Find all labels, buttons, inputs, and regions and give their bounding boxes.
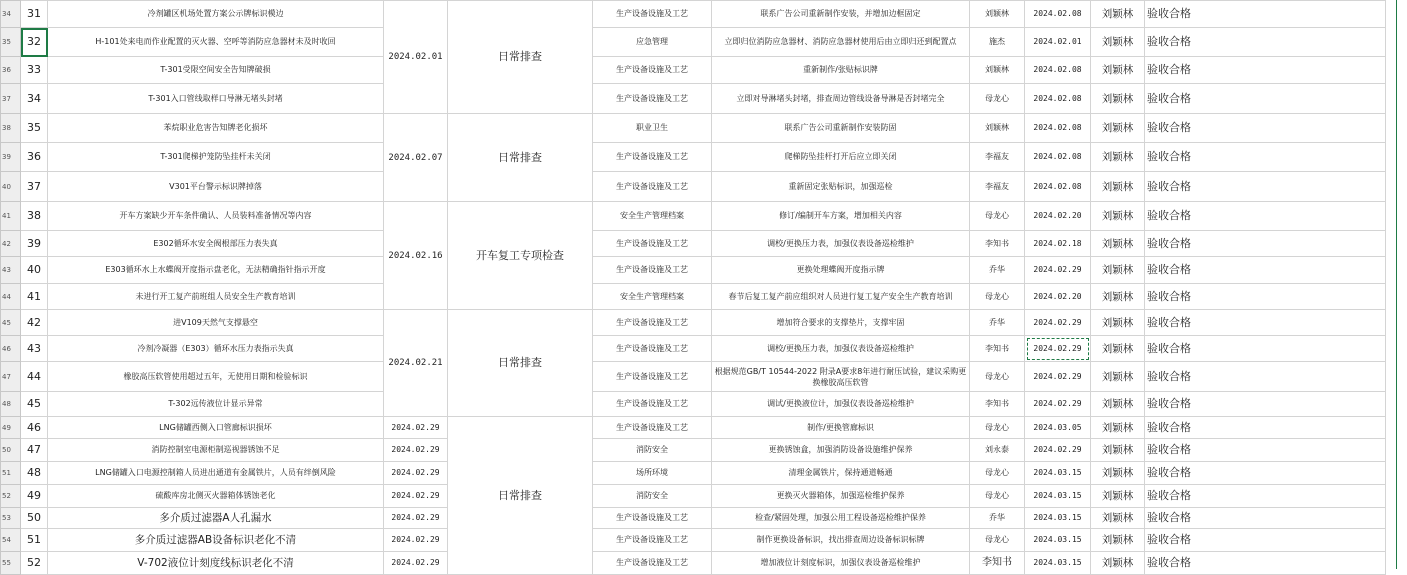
- cell-category[interactable]: 生产设备设施及工艺: [593, 231, 712, 257]
- cell-no[interactable]: 44: [21, 362, 48, 392]
- cell-completion-date[interactable]: 2024.02.20: [1025, 284, 1091, 310]
- cell-acceptance-result[interactable]: 验收合格: [1145, 508, 1386, 529]
- cell-responsible-person[interactable]: 母龙心: [970, 529, 1025, 552]
- cell-category[interactable]: 应急管理: [593, 28, 712, 57]
- cell-acceptor[interactable]: 刘颖林: [1091, 1, 1145, 28]
- cell-completion-date[interactable]: 2024.03.15: [1025, 462, 1091, 485]
- cell-no[interactable]: 33: [21, 57, 48, 84]
- cell-acceptor[interactable]: 刘颖林: [1091, 508, 1145, 529]
- cell-acceptor[interactable]: 刘颖林: [1091, 485, 1145, 508]
- cell-completion-date[interactable]: 2024.03.15: [1025, 529, 1091, 552]
- cell-category[interactable]: 生产设备设施及工艺: [593, 1, 712, 28]
- cell-completion-date[interactable]: 2024.02.29: [1025, 336, 1091, 362]
- table-row: [1, 439, 1386, 462]
- cell-responsible-person[interactable]: 刘永泰: [970, 439, 1025, 462]
- cell-no[interactable]: 48: [21, 462, 48, 485]
- cell-completion-date[interactable]: 2024.02.20: [1025, 202, 1091, 231]
- cell-acceptance-result[interactable]: 验收合格: [1145, 84, 1386, 114]
- row-header[interactable]: 51: [1, 462, 21, 485]
- cell-check-date[interactable]: 2024.02.29: [384, 462, 448, 485]
- cell-acceptor[interactable]: 刘颖林: [1091, 362, 1145, 392]
- cell-acceptance-result[interactable]: 验收合格: [1145, 28, 1386, 57]
- cell-responsible-person[interactable]: 刘颖林: [970, 1, 1025, 28]
- cell-hazard-description[interactable]: V-702液位计刻度线标识老化不清: [48, 552, 384, 575]
- row-header[interactable]: 45: [1, 310, 21, 336]
- cell-completion-date[interactable]: 2024.02.29: [1025, 392, 1091, 417]
- cell-acceptor[interactable]: 刘颖林: [1091, 202, 1145, 231]
- cell-category[interactable]: 生产设备设施及工艺: [593, 392, 712, 417]
- cell-acceptor[interactable]: 刘颖林: [1091, 392, 1145, 417]
- cell-no[interactable]: 39: [21, 231, 48, 257]
- cell-acceptance-result[interactable]: 验收合格: [1145, 485, 1386, 508]
- cell-no[interactable]: 35: [21, 114, 48, 143]
- row-header[interactable]: 47: [1, 362, 21, 392]
- row-header[interactable]: 44: [1, 284, 21, 310]
- cell-check-type[interactable]: 日常排查: [448, 114, 593, 202]
- cell-acceptance-result[interactable]: 验收合格: [1145, 143, 1386, 172]
- cell-measure[interactable]: 联系广告公司重新制作安装防固: [712, 114, 970, 143]
- cell-completion-date[interactable]: 2024.02.29: [1025, 362, 1091, 392]
- cell-no[interactable]: 46: [21, 417, 48, 439]
- cell-acceptor[interactable]: 刘颖林: [1091, 552, 1145, 575]
- cell-check-date[interactable]: 2024.02.29: [384, 417, 448, 439]
- table-row: [1, 485, 1386, 508]
- cell-responsible-person[interactable]: 母龙心: [970, 284, 1025, 310]
- cell-completion-date[interactable]: 2024.03.15: [1025, 552, 1091, 575]
- cell-responsible-person[interactable]: 母龙心: [970, 362, 1025, 392]
- table-row: [1, 392, 1386, 417]
- cell-hazard-description[interactable]: 未进行开工复产前班组人员安全生产教育培训: [48, 284, 384, 310]
- cell-category[interactable]: 生产设备设施及工艺: [593, 508, 712, 529]
- cell-acceptor[interactable]: 刘颖林: [1091, 284, 1145, 310]
- cell-no[interactable]: 51: [21, 529, 48, 552]
- cell-measure[interactable]: 立即归位消防应急器材、消防应急器材使用后由立即归还到配置点: [712, 28, 970, 57]
- cell-measure[interactable]: 清理金属铁片，保持通道畅通: [712, 462, 970, 485]
- cell-acceptance-result[interactable]: 验收合格: [1145, 417, 1386, 439]
- cell-acceptor[interactable]: 刘颖林: [1091, 28, 1145, 57]
- table-row: [1, 114, 1386, 143]
- cell-responsible-person[interactable]: 母龙心: [970, 84, 1025, 114]
- cell-hazard-description[interactable]: T-301受限空间安全告知牌破损: [48, 57, 384, 84]
- cell-completion-date[interactable]: 2024.02.29: [1025, 439, 1091, 462]
- cell-acceptance-result[interactable]: 验收合格: [1145, 529, 1386, 552]
- cell-acceptance-result[interactable]: 验收合格: [1145, 231, 1386, 257]
- cell-check-type[interactable]: 日常排查: [448, 417, 593, 575]
- cell-acceptor[interactable]: 刘颖林: [1091, 529, 1145, 552]
- table-row: [1, 336, 1386, 362]
- cell-hazard-description[interactable]: T-302远传液位计显示异常: [48, 392, 384, 417]
- cell-responsible-person[interactable]: 李知书: [970, 392, 1025, 417]
- cell-check-type[interactable]: 日常排查: [448, 310, 593, 417]
- cell-acceptor[interactable]: 刘颖林: [1091, 462, 1145, 485]
- cell-measure[interactable]: 增加液位计刻度标识，加强仪表设备巡检维护: [712, 552, 970, 575]
- cell-hazard-description[interactable]: E303循环水上水蝶阀开度指示盘老化，无法精确指针指示开度: [48, 257, 384, 284]
- cell-check-date[interactable]: 2024.02.21: [384, 310, 448, 417]
- cell-no[interactable]: 45: [21, 392, 48, 417]
- cell-responsible-person[interactable]: 李福友: [970, 143, 1025, 172]
- cell-completion-date[interactable]: 2024.02.01: [1025, 28, 1091, 57]
- table-row: [1, 143, 1386, 172]
- cell-measure[interactable]: 制作更换设备标识，找出排查周边设备标识标牌: [712, 529, 970, 552]
- cell-category[interactable]: 生产设备设施及工艺: [593, 257, 712, 284]
- row-header[interactable]: 50: [1, 439, 21, 462]
- row-header[interactable]: 48: [1, 392, 21, 417]
- cell-measure[interactable]: 根据规范GB/T 10544-2022 附录A要求8年进行耐压试验，建议采购更换橡胶高压软管: [712, 362, 970, 392]
- table-row: [1, 257, 1386, 284]
- cell-completion-date[interactable]: 2024.02.29: [1025, 257, 1091, 284]
- cell-check-date[interactable]: 2024.02.29: [384, 485, 448, 508]
- row-header[interactable]: 41: [1, 202, 21, 231]
- cell-measure[interactable]: 制作/更换管廊标识: [712, 417, 970, 439]
- cell-completion-date[interactable]: 2024.03.15: [1025, 485, 1091, 508]
- row-header[interactable]: 54: [1, 529, 21, 552]
- table-row: [1, 529, 1386, 552]
- cell-check-date[interactable]: 2024.02.01: [384, 1, 448, 114]
- table-row: [1, 462, 1386, 485]
- row-header[interactable]: 36: [1, 57, 21, 84]
- cell-hazard-description[interactable]: H-101处来电而作业配置的灭火器、空呼等消防应急器材未及时收回: [48, 28, 384, 57]
- table-row: [1, 84, 1386, 114]
- cell-acceptor[interactable]: 刘颖林: [1091, 310, 1145, 336]
- cell-completion-date[interactable]: 2024.03.05: [1025, 417, 1091, 439]
- cell-hazard-description[interactable]: 消防控制室电源柜制巡视器锈蚀不足: [48, 439, 384, 462]
- cell-acceptance-result[interactable]: 验收合格: [1145, 257, 1386, 284]
- table-row: [1, 310, 1386, 336]
- cell-acceptor[interactable]: 刘颖林: [1091, 172, 1145, 202]
- cell-check-date[interactable]: 2024.02.29: [384, 508, 448, 529]
- cell-acceptance-result[interactable]: 验收合格: [1145, 362, 1386, 392]
- row-header[interactable]: 40: [1, 172, 21, 202]
- cell-measure[interactable]: 检查/紧固处理，加强公用工程设备巡检维护保养: [712, 508, 970, 529]
- cell-no[interactable]: 40: [21, 257, 48, 284]
- cell-acceptor[interactable]: 刘颖林: [1091, 336, 1145, 362]
- row-header[interactable]: 39: [1, 143, 21, 172]
- cell-acceptance-result[interactable]: 验收合格: [1145, 310, 1386, 336]
- cell-completion-date[interactable]: 2024.02.08: [1025, 114, 1091, 143]
- cell-measure[interactable]: 重新固定张贴标识，加强巡检: [712, 172, 970, 202]
- cell-hazard-description[interactable]: 多介质过滤器A人孔漏水: [48, 508, 384, 529]
- cell-responsible-person[interactable]: 李福友: [970, 172, 1025, 202]
- row-header[interactable]: 35: [1, 28, 21, 57]
- cell-hazard-description[interactable]: 硫酸库房北侧灭火器箱体锈蚀老化: [48, 485, 384, 508]
- row-header[interactable]: 52: [1, 485, 21, 508]
- cell-acceptor[interactable]: 刘颖林: [1091, 417, 1145, 439]
- cell-measure[interactable]: 更换灭火器箱体，加强巡检维护保养: [712, 485, 970, 508]
- table-row: [1, 1, 1386, 28]
- cell-acceptor[interactable]: 刘颖林: [1091, 143, 1145, 172]
- cell-hazard-description[interactable]: T-301爬梯护笼防坠挂杆未关闭: [48, 143, 384, 172]
- cell-no[interactable]: 41: [21, 284, 48, 310]
- cell-acceptor[interactable]: 刘颖林: [1091, 57, 1145, 84]
- table-row: [1, 552, 1386, 575]
- cell-measure[interactable]: 春节后复工复产前应组织对人员进行复工复产安全生产教育培训: [712, 284, 970, 310]
- cell-responsible-person[interactable]: 乔华: [970, 257, 1025, 284]
- cell-category[interactable]: 场所环境: [593, 462, 712, 485]
- cell-acceptance-result[interactable]: 验收合格: [1145, 392, 1386, 417]
- cell-responsible-person[interactable]: 刘颖林: [970, 114, 1025, 143]
- cell-check-date[interactable]: 2024.02.07: [384, 114, 448, 202]
- cell-no[interactable]: 32: [21, 28, 48, 57]
- cell-acceptance-result[interactable]: 验收合格: [1145, 114, 1386, 143]
- cell-measure[interactable]: 调试/更换液位计，加强仪表设备巡检维护: [712, 392, 970, 417]
- cell-hazard-description[interactable]: 多介质过滤器AB设备标识老化不清: [48, 529, 384, 552]
- cell-category[interactable]: 生产设备设施及工艺: [593, 552, 712, 575]
- cell-hazard-description[interactable]: V301平台警示标识牌掉落: [48, 172, 384, 202]
- row-header[interactable]: 49: [1, 417, 21, 439]
- cell-category[interactable]: 安全生产管理档案: [593, 284, 712, 310]
- cell-hazard-description[interactable]: E302循环水安全阀根部压力表失真: [48, 231, 384, 257]
- cell-category[interactable]: 生产设备设施及工艺: [593, 529, 712, 552]
- cell-responsible-person[interactable]: 母龙心: [970, 202, 1025, 231]
- cell-hazard-description[interactable]: 冷剂冷凝器（E303）循环水压力表指示失真: [48, 336, 384, 362]
- table-row: [1, 417, 1386, 439]
- row-header[interactable]: 55: [1, 552, 21, 575]
- table-row: [1, 202, 1386, 231]
- cell-acceptor[interactable]: 刘颖林: [1091, 257, 1145, 284]
- cell-hazard-description[interactable]: 进V109天然气支撑悬空: [48, 310, 384, 336]
- cell-no[interactable]: 36: [21, 143, 48, 172]
- cell-measure[interactable]: 重新制作/张贴标识牌: [712, 57, 970, 84]
- cell-category[interactable]: 职业卫生: [593, 114, 712, 143]
- cell-hazard-description[interactable]: LNG储罐西侧入口管廊标识损坏: [48, 417, 384, 439]
- cell-responsible-person[interactable]: 李知书: [970, 552, 1025, 575]
- cell-responsible-person[interactable]: 乔华: [970, 508, 1025, 529]
- cell-acceptance-result[interactable]: 验收合格: [1145, 202, 1386, 231]
- cell-hazard-description[interactable]: T-301入口管线取样口导淋无堵头封堵: [48, 84, 384, 114]
- cell-acceptance-result[interactable]: 验收合格: [1145, 462, 1386, 485]
- cell-responsible-person[interactable]: 母龙心: [970, 485, 1025, 508]
- cell-category[interactable]: 生产设备设施及工艺: [593, 310, 712, 336]
- selection-edge-line: [1396, 0, 1397, 569]
- cell-category[interactable]: 安全生产管理档案: [593, 202, 712, 231]
- cell-category[interactable]: 消防安全: [593, 485, 712, 508]
- cell-category[interactable]: 生产设备设施及工艺: [593, 362, 712, 392]
- table-row: [1, 28, 1386, 57]
- cell-no[interactable]: 34: [21, 84, 48, 114]
- cell-acceptance-result[interactable]: 验收合格: [1145, 1, 1386, 28]
- cell-measure[interactable]: 更换处理蝶阀开度指示牌: [712, 257, 970, 284]
- cell-completion-date[interactable]: 2024.02.08: [1025, 143, 1091, 172]
- row-header[interactable]: 42: [1, 231, 21, 257]
- cell-acceptance-result[interactable]: 验收合格: [1145, 336, 1386, 362]
- cell-acceptance-result[interactable]: 验收合格: [1145, 552, 1386, 575]
- cell-no[interactable]: 43: [21, 336, 48, 362]
- cell-measure[interactable]: 增加符合要求的支撑垫片，支撑牢固: [712, 310, 970, 336]
- cell-responsible-person[interactable]: 母龙心: [970, 462, 1025, 485]
- cell-check-date[interactable]: 2024.02.29: [384, 439, 448, 462]
- cell-measure[interactable]: 调校/更换压力表，加强仪表设备巡检维护: [712, 231, 970, 257]
- cell-no[interactable]: 37: [21, 172, 48, 202]
- cell-category[interactable]: 生产设备设施及工艺: [593, 143, 712, 172]
- cell-check-date[interactable]: 2024.02.29: [384, 552, 448, 575]
- cell-completion-date[interactable]: 2024.02.08: [1025, 172, 1091, 202]
- cell-acceptor[interactable]: 刘颖林: [1091, 114, 1145, 143]
- cell-measure[interactable]: 调校/更换压力表，加强仪表设备巡检维护: [712, 336, 970, 362]
- cell-acceptance-result[interactable]: 验收合格: [1145, 284, 1386, 310]
- cell-category[interactable]: 生产设备设施及工艺: [593, 84, 712, 114]
- cell-completion-date[interactable]: 2024.02.29: [1025, 310, 1091, 336]
- row-header[interactable]: 53: [1, 508, 21, 529]
- cell-measure[interactable]: 联系广告公司重新制作安装，并增加边框固定: [712, 1, 970, 28]
- cell-category[interactable]: 生产设备设施及工艺: [593, 336, 712, 362]
- row-header[interactable]: 34: [1, 1, 21, 28]
- cell-hazard-description[interactable]: 苯烷职业危害告知牌老化损坏: [48, 114, 384, 143]
- cell-category[interactable]: 消防安全: [593, 439, 712, 462]
- table-row: [1, 172, 1386, 202]
- cell-no[interactable]: 50: [21, 508, 48, 529]
- cell-responsible-person[interactable]: 刘颖林: [970, 57, 1025, 84]
- cell-acceptor[interactable]: 刘颖林: [1091, 231, 1145, 257]
- cell-hazard-description[interactable]: 橡胶高压软管使用超过五年，无使用日期和检验标识: [48, 362, 384, 392]
- cell-no[interactable]: 42: [21, 310, 48, 336]
- cell-acceptance-result[interactable]: 验收合格: [1145, 172, 1386, 202]
- cell-check-date[interactable]: 2024.02.16: [384, 202, 448, 310]
- cell-no[interactable]: 31: [21, 1, 48, 28]
- cell-responsible-person[interactable]: 乔华: [970, 310, 1025, 336]
- cell-acceptance-result[interactable]: 验收合格: [1145, 439, 1386, 462]
- table-row: [1, 231, 1386, 257]
- cell-check-type[interactable]: 日常排查: [448, 1, 593, 114]
- cell-no[interactable]: 38: [21, 202, 48, 231]
- cell-completion-date[interactable]: 2024.02.18: [1025, 231, 1091, 257]
- cell-no[interactable]: 52: [21, 552, 48, 575]
- cell-measure[interactable]: 立即对导淋堵头封堵，排查周边管线设备导淋是否封堵完全: [712, 84, 970, 114]
- row-header[interactable]: 37: [1, 84, 21, 114]
- cell-acceptor[interactable]: 刘颖林: [1091, 439, 1145, 462]
- cell-measure[interactable]: 修订/编制开车方案，增加相关内容: [712, 202, 970, 231]
- cell-category[interactable]: 生产设备设施及工艺: [593, 57, 712, 84]
- cell-completion-date[interactable]: 2024.03.15: [1025, 508, 1091, 529]
- cell-completion-date[interactable]: 2024.02.08: [1025, 1, 1091, 28]
- row-header[interactable]: 43: [1, 257, 21, 284]
- table-row: [1, 362, 1386, 392]
- cell-completion-date[interactable]: 2024.02.08: [1025, 84, 1091, 114]
- row-header[interactable]: 38: [1, 114, 21, 143]
- cell-no[interactable]: 49: [21, 485, 48, 508]
- cell-responsible-person[interactable]: 母龙心: [970, 417, 1025, 439]
- cell-hazard-description[interactable]: 冷剂罐区机场处置方案公示牌标识模边: [48, 1, 384, 28]
- cell-hazard-description[interactable]: 开车方案缺少开车条件确认、人员装料准备情况等内容: [48, 202, 384, 231]
- cell-category[interactable]: 生产设备设施及工艺: [593, 172, 712, 202]
- table-row: [1, 57, 1386, 84]
- cell-check-type[interactable]: 开车复工专项检查: [448, 202, 593, 310]
- cell-check-date[interactable]: 2024.02.29: [384, 529, 448, 552]
- cell-completion-date[interactable]: 2024.02.08: [1025, 57, 1091, 84]
- cell-measure[interactable]: 爬梯防坠挂杆打开后应立即关闭: [712, 143, 970, 172]
- table-row: [1, 284, 1386, 310]
- cell-acceptor[interactable]: 刘颖林: [1091, 84, 1145, 114]
- cell-no[interactable]: 47: [21, 439, 48, 462]
- cell-category[interactable]: 生产设备设施及工艺: [593, 417, 712, 439]
- table-row: [1, 508, 1386, 529]
- row-header[interactable]: 46: [1, 336, 21, 362]
- cell-responsible-person[interactable]: 李知书: [970, 336, 1025, 362]
- cell-measure[interactable]: 更换锈蚀盒，加强消防设备设施维护保养: [712, 439, 970, 462]
- cell-responsible-person[interactable]: 施杰: [970, 28, 1025, 57]
- cell-hazard-description[interactable]: LNG储罐入口电源控制箱人员进出通道有金属铁片，人员有绊倒风险: [48, 462, 384, 485]
- cell-acceptance-result[interactable]: 验收合格: [1145, 57, 1386, 84]
- cell-responsible-person[interactable]: 李知书: [970, 231, 1025, 257]
